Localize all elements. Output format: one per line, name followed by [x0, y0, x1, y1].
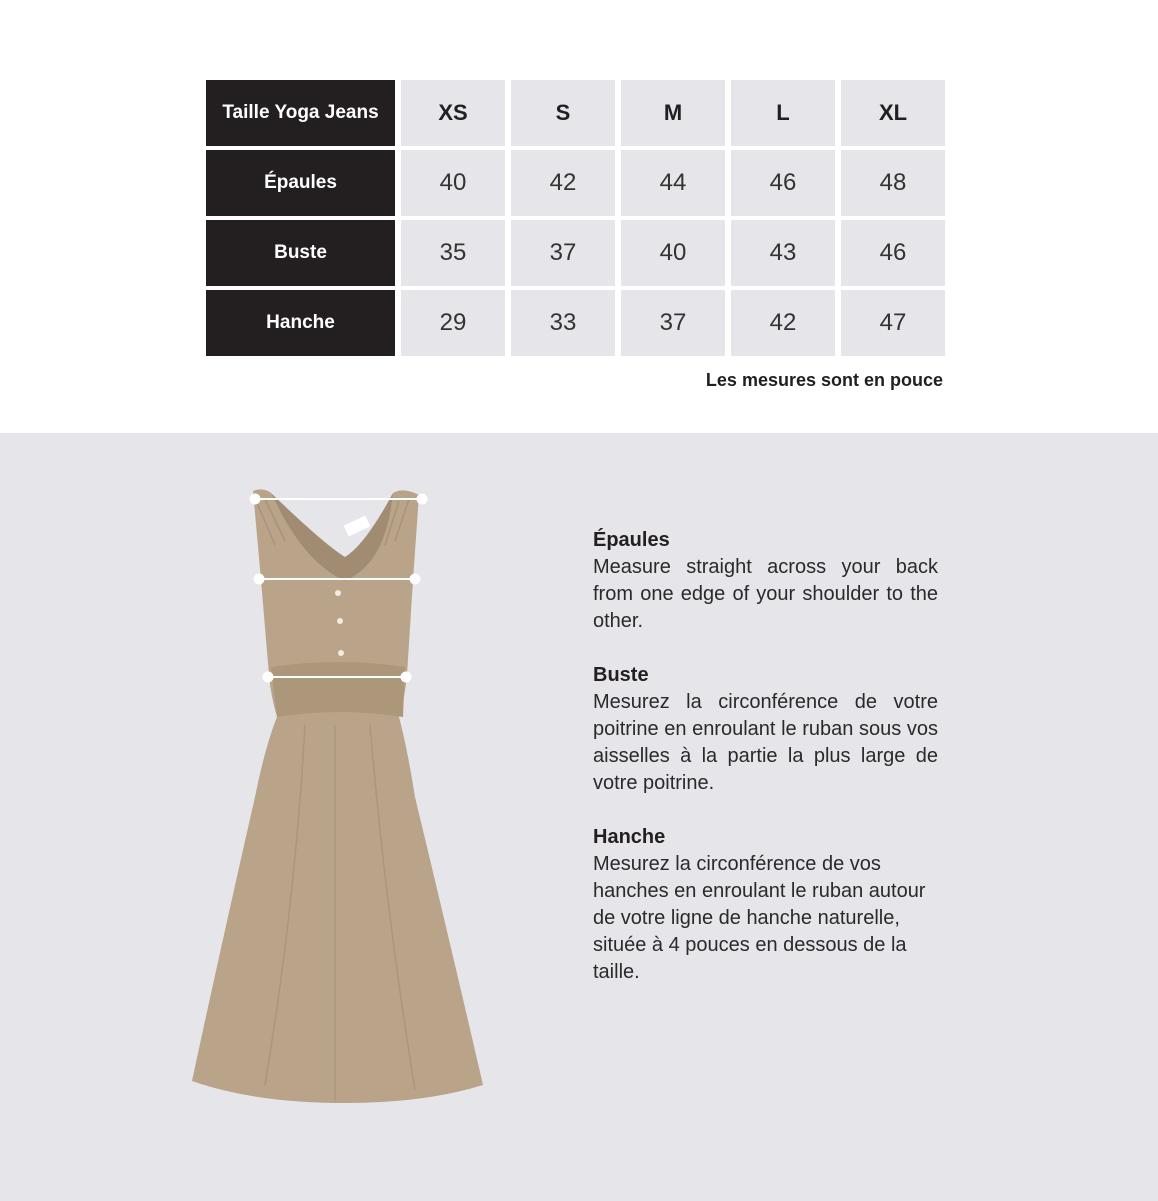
size-header-xl: XL: [841, 80, 945, 146]
dress-label-tag: [344, 515, 371, 536]
size-header-l: L: [731, 80, 835, 146]
dress-button: [338, 650, 344, 656]
size-header-s: S: [511, 80, 615, 146]
table-cell: 43: [731, 220, 835, 286]
instruction-text: Mesurez la circonférence de vos hanches en enroulant le ruban autour de votre ligne de hanche naturelle, située à 4 pouces en dessous de la taille.: [593, 853, 926, 983]
instruction-text: Measure straight across your back from one edge of your shoulder to the other.: [593, 556, 938, 632]
table-cell: 37: [621, 290, 725, 356]
dress-waistband: [271, 662, 405, 717]
table-cell: 47: [841, 290, 945, 356]
dress-button: [335, 590, 341, 596]
table-corner-label: Taille Yoga Jeans: [206, 80, 395, 146]
table-cell: 46: [731, 150, 835, 216]
instruction-title: Buste: [593, 664, 649, 686]
row-label-hanche: Hanche: [206, 290, 395, 356]
dress-illustration: [185, 485, 495, 1105]
table-cell: 42: [511, 150, 615, 216]
instruction-text: Mesurez la circonférence de votre poitrine en enroulant le ruban sous vos aisselles à la partie la plus large de votre poitrine.: [593, 691, 938, 794]
table-cell: 46: [841, 220, 945, 286]
table-cell: 40: [621, 220, 725, 286]
table-cell: 33: [511, 290, 615, 356]
measurement-instructions: [593, 527, 938, 1013]
instruction-title: Épaules: [593, 529, 670, 551]
table-cell: 48: [841, 150, 945, 216]
size-table: [206, 80, 945, 356]
units-note: Les mesures sont en pouce: [705, 370, 943, 390]
dress-button: [337, 618, 343, 624]
instruction-title: Hanche: [593, 826, 666, 848]
table-cell: 35: [401, 220, 505, 286]
row-label-epaules: Épaules: [206, 150, 395, 216]
dress-skirt: [192, 717, 483, 1103]
table-cell: 29: [401, 290, 505, 356]
size-header-m: M: [621, 80, 725, 146]
size-chart-section: [0, 0, 1158, 433]
table-cell: 40: [401, 150, 505, 216]
instruction-hanche: [593, 824, 938, 986]
instruction-buste: [593, 662, 938, 797]
table-cell: 44: [621, 150, 725, 216]
instruction-epaules: [593, 527, 938, 635]
row-label-buste: Buste: [206, 220, 395, 286]
size-header-xs: XS: [401, 80, 505, 146]
measurement-guide-section: [0, 433, 1158, 1201]
table-cell: 42: [731, 290, 835, 356]
table-cell: 37: [511, 220, 615, 286]
